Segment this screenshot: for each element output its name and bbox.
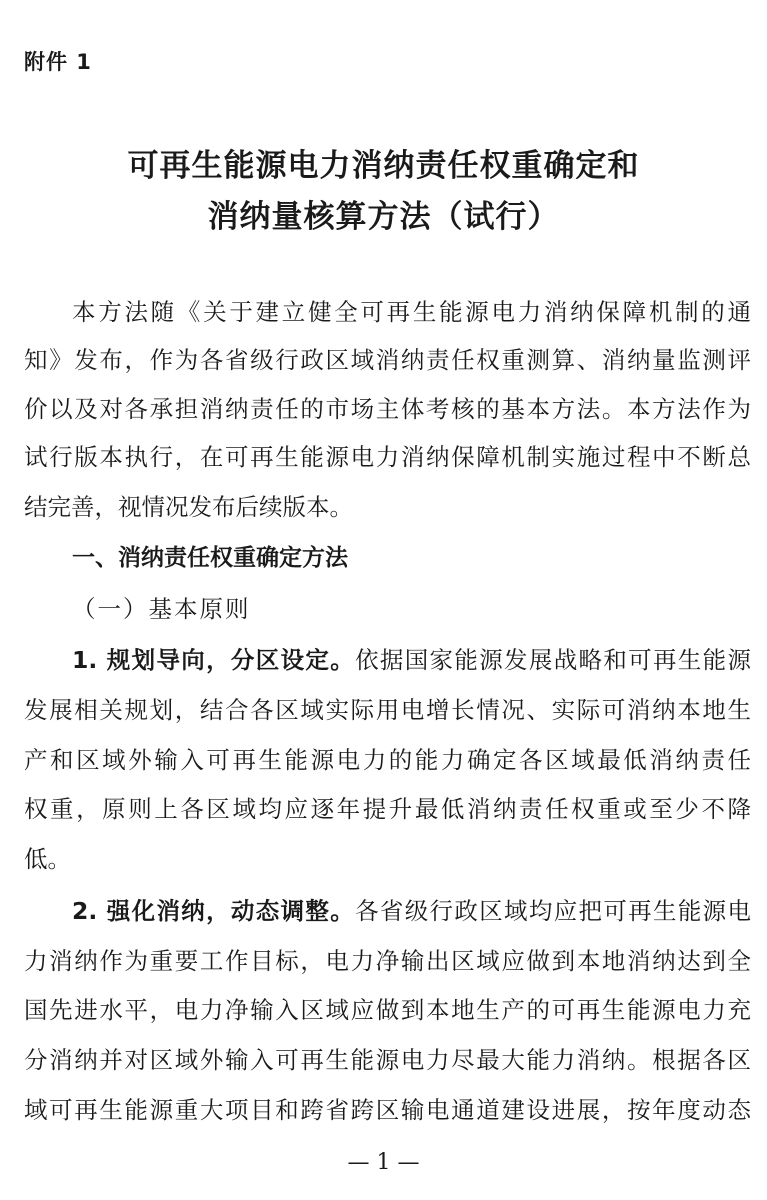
item2-line-2: 力消纳作为重要工作目标，电力净输出区域应做到本地消纳达到全 (24, 947, 751, 975)
item1-line-4: 权重，原则上各区域均应逐年提升最低消纳责任权重或至少不降 (24, 795, 751, 823)
item1-line-3: 产和区域外输入可再生能源电力的能力确定各区域最低消纳责任 (24, 746, 751, 774)
item1-line-2: 发展相关规划，结合各区域实际用电增长情况、实际可消纳本地生 (24, 696, 751, 724)
document-title-line-1: 可再生能源电力消纳责任权重确定和 (127, 148, 640, 184)
attachment-label: 附件 1 (24, 50, 92, 74)
intro-line-4: 试行版本执行，在可再生能源电力消纳保障机制实施过程中不断总 (24, 443, 751, 471)
item2-first-line (72, 895, 751, 927)
intro-line-1: 本方法随《关于建立健全可再生能源电力消纳保障机制的通 (72, 298, 751, 326)
item2-lead: 2. 强化消纳，动态调整。 (72, 897, 356, 925)
intro-line-5: 结完善，视情况发布后续版本。 (24, 493, 353, 521)
intro-line-3: 价以及对各承担消纳责任的市场主体考核的基本方法。本方法作为 (24, 395, 751, 423)
page-number: — 1 — (347, 1150, 420, 1175)
item2-first-rest: 各省级行政区域均应把可再生能源电 (355, 897, 751, 925)
item1-first-rest: 依据国家能源发展战略和可再生能源 (355, 646, 751, 674)
item2-line-3: 国先进水平，电力净输入区域应做到本地生产的可再生能源电力充 (24, 996, 751, 1024)
item1-line-5: 低。 (24, 845, 71, 873)
item2-line-4: 分消纳并对区域外输入可再生能源电力尽最大能力消纳。根据各区 (24, 1046, 751, 1074)
section-subheading: （一）基本原则 (72, 595, 251, 623)
item2-line-5: 域可再生能源重大项目和跨省跨区输电通道建设进展，按年度动态 (24, 1096, 751, 1124)
intro-line-2: 知》发布，作为各省级行政区域消纳责任权重测算、消纳量监测评 (24, 346, 751, 374)
section-heading: 一、消纳责任权重确定方法 (72, 545, 348, 571)
document-title-line-2: 消纳量核算方法（试行） (207, 199, 560, 235)
item1-lead: 1. 规划导向，分区设定。 (72, 646, 356, 674)
item1-first-line (72, 644, 751, 676)
